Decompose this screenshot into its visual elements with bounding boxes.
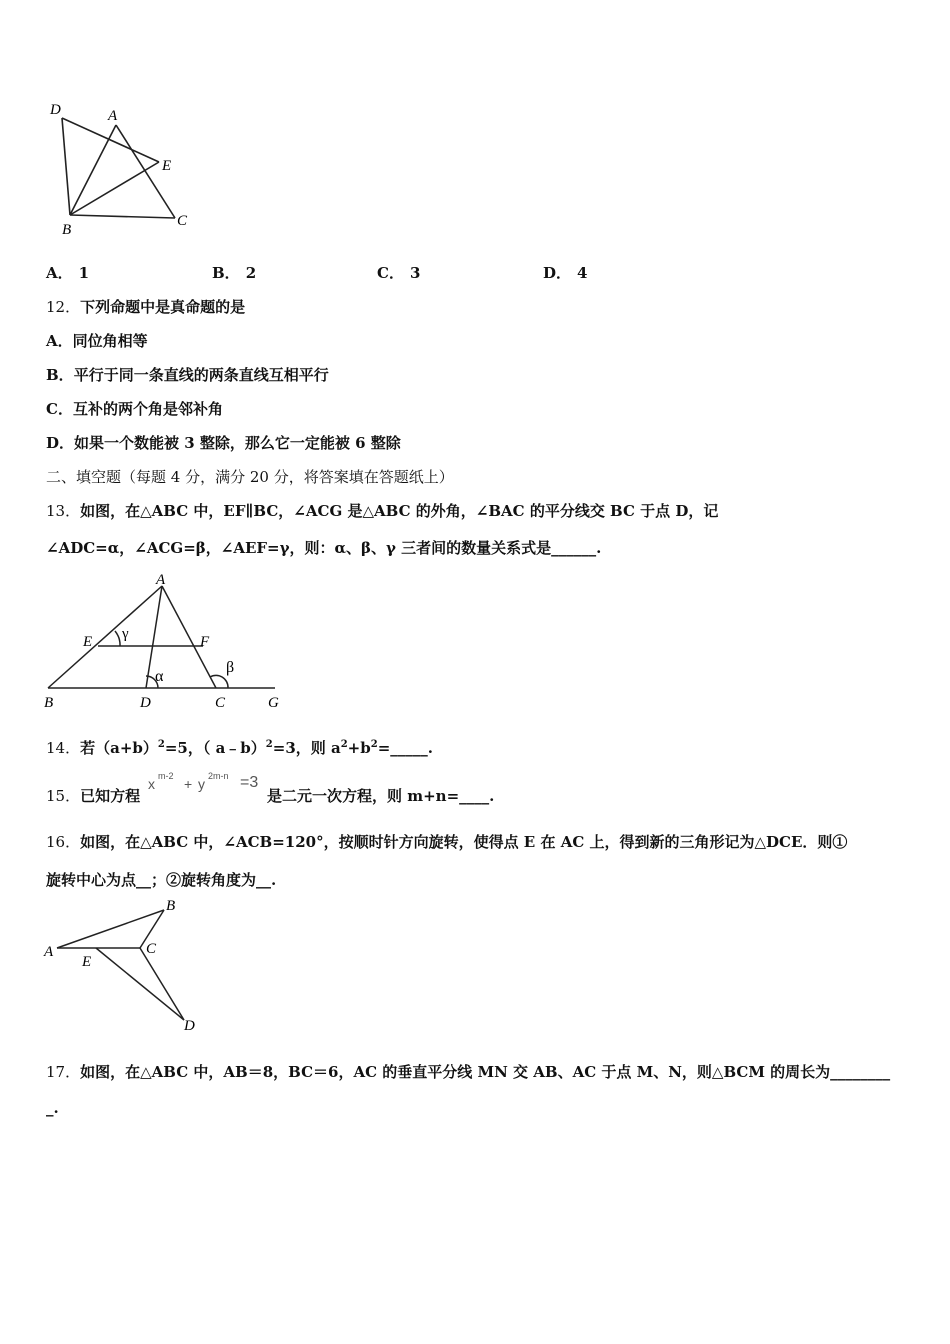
label-g: G (268, 695, 279, 711)
label-a: A (156, 572, 166, 588)
q11-option-b: B． 2 (212, 264, 257, 282)
label-alpha: α (155, 668, 164, 685)
label-e: E (162, 158, 172, 174)
label-c: C (177, 213, 188, 229)
q17-line2: _. (46, 1099, 59, 1117)
q17-line1: 17．如图，在△ABC 中，AB＝8，BC＝6，AC 的垂直平分线 MN 交 AB、AC 于点 M、N，则△BCM 的周长为________ (46, 1063, 891, 1081)
label-c: C (146, 941, 157, 957)
figure-q13 (40, 570, 290, 715)
label-b: B (44, 695, 54, 711)
q13-line2: ∠ADC=α，∠ACG=β，∠AEF=γ，则：α、β、γ 三者间的数量关系式是______. (46, 539, 602, 557)
q12-option-a: A．同位角相等 (46, 332, 148, 350)
label-b: B (62, 222, 72, 238)
label-a: A (108, 108, 118, 124)
q12-option-d: D．如果一个数能被 3 整除，那么它一定能被 6 整除 (46, 434, 401, 452)
q15-equation: x m-2 + y 2m-n =3 (148, 771, 259, 792)
q14: 14．若$(a+b)^2=5$，（ a﹣b）$^2$=3，则 $a^2+b^2=\_\_\_\_\_$. (46, 739, 433, 757)
label-d: D (50, 102, 61, 118)
label-a: A (44, 944, 54, 960)
q12-option-c: C．互补的两个角是邻补角 (46, 400, 223, 418)
q11-option-d: D． 4 (543, 264, 588, 282)
q13-line1: 13．如图，在△ABC 中，EF∥BC，∠ACG 是△ABC 的外角，∠BAC 的平分线交 BC 于点 D，记 (46, 502, 719, 520)
q11-option-a: A． 1 (46, 264, 90, 282)
q12-stem: 12．下列命题中是真命题的是 (46, 298, 246, 316)
label-beta: β (226, 659, 235, 676)
label-e: E (82, 954, 92, 970)
label-b: B (166, 898, 176, 914)
label-d: D (140, 695, 151, 711)
q16-line1: 16．如图，在△ABC 中，∠ACB=120°，按顺时针方向旋转，使得点 E 在 AC 上，得到新的三角形记为△DCE．则① (46, 833, 848, 851)
figure-q11 (44, 98, 204, 240)
q12-option-b: B．平行于同一条直线的两条直线互相平行 (46, 366, 329, 384)
q16-line2: 旋转中心为点__；②旋转角度为__. (46, 871, 277, 889)
q15-suffix: 是二元一次方程，则 m+n=____. (267, 787, 495, 805)
label-d: D (184, 1018, 195, 1034)
label-f: F (200, 634, 210, 650)
q11-option-c: C． 3 (377, 264, 421, 282)
section-fill-in-header: 二、填空题（每题 4 分，满分 20 分，将答案填在答题纸上） (46, 468, 454, 486)
label-e: E (83, 634, 93, 650)
q15-prefix: 15．已知方程 (46, 787, 141, 805)
label-c: C (215, 695, 226, 711)
label-gamma: γ (122, 626, 129, 642)
figure-q16 (40, 890, 210, 1038)
